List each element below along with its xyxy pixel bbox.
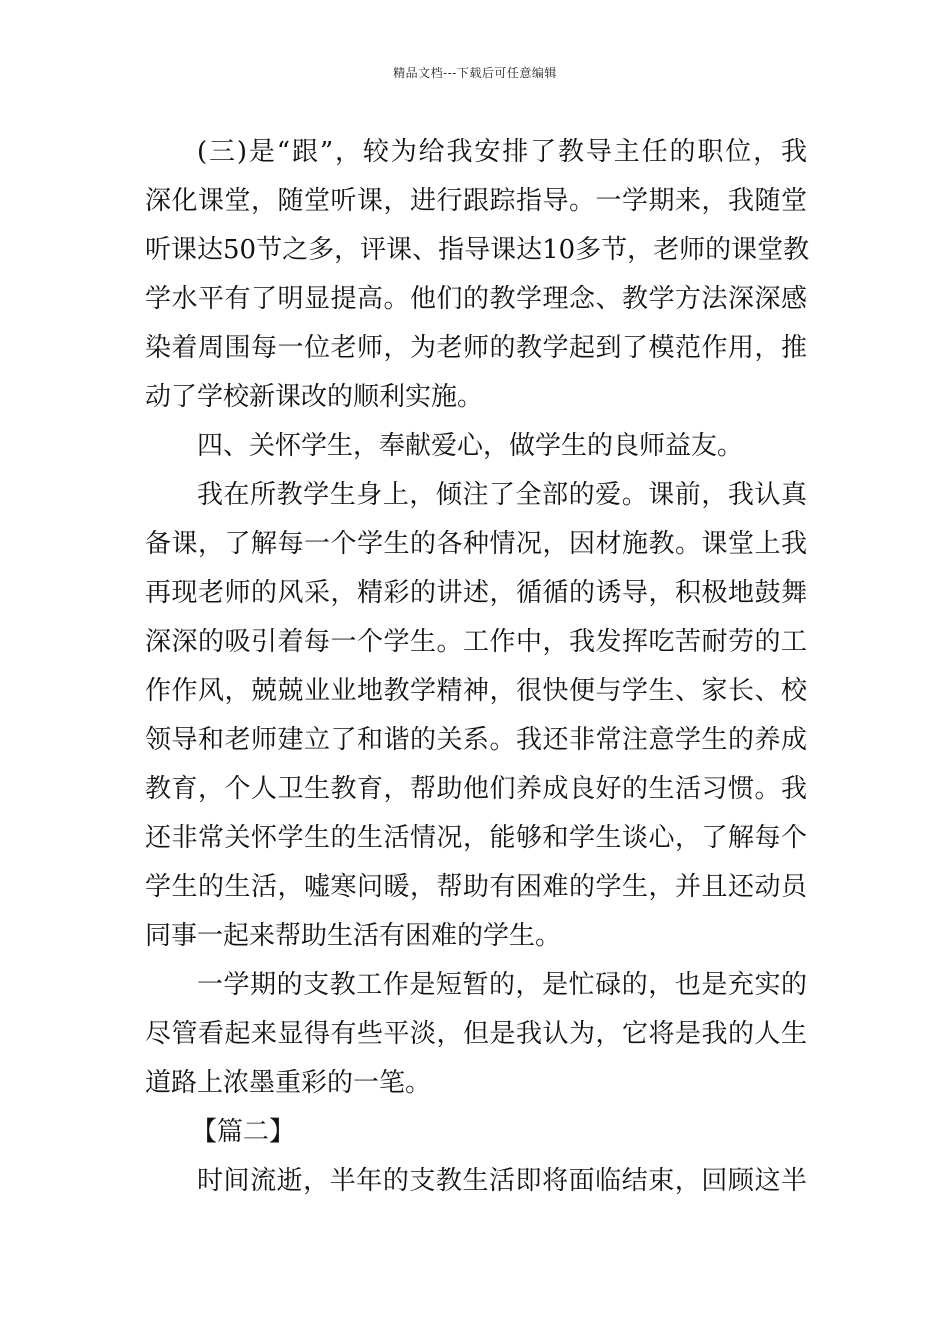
text-line: 一学期的支教工作是短暂的，是忙碌的，也是充实的 (197, 970, 807, 1000)
paragraph-3 (145, 961, 807, 1108)
article-section-label (145, 1108, 807, 1157)
text-line: 四、关怀学生，奉献爱心，做学生的良师益友。 (197, 431, 744, 461)
text-line: 【篇二】 (191, 1117, 296, 1147)
text-line: 我在所教学生身上，倾注了全部的爱。课前，我认真 (197, 480, 807, 510)
text-line: 道路上浓墨重彩的一笔。 (145, 1068, 432, 1098)
text-line: 染着周围每一位老师，为老师的教学起到了模范作用，推 (145, 333, 807, 363)
text-line: 深化课堂，随堂听课，进行跟踪指导。一学期来，我随堂 (145, 186, 807, 216)
text-line: 听课达50节之多，评课、指导课达10多节，老师的课堂教 (145, 235, 810, 265)
text-line: 教育，个人卫生教育，帮助他们养成良好的生活习惯。我 (145, 774, 807, 804)
text-line: 学生的生活，嘘寒问暖，帮助有困难的学生，并且还动员 (145, 872, 807, 902)
text-line: 尽管看起来显得有些平淡，但是我认为，它将是我的人生 (145, 1019, 807, 1049)
paragraph-1 (145, 128, 810, 422)
text-line: 还非常关怀学生的生活情况，能够和学生谈心，了解每个 (145, 823, 807, 853)
text-line: 深深的吸引着每一个学生。工作中，我发挥吃苦耐劳的工 (145, 627, 807, 657)
paragraph-2 (145, 471, 807, 961)
text-line: (三)是“跟”，较为给我安排了教导主任的职位，我 (197, 137, 807, 167)
text-line: 再现老师的风采，精彩的讲述，循循的诱导，积极地鼓舞 (145, 578, 807, 608)
text-line: 时间流逝，半年的支教生活即将面临结束，回顾这半 (197, 1166, 807, 1196)
document-body (145, 128, 810, 1206)
page-header: 精品文档---下载后可任意编辑 (393, 66, 557, 80)
text-line: 学水平有了明显提高。他们的教学理念、教学方法深深感 (145, 284, 807, 314)
text-line: 备课，了解每一个学生的各种情况，因材施教。课堂上我 (145, 529, 807, 559)
paragraph-4 (145, 1157, 807, 1206)
text-line: 动了学校新课改的顺利实施。 (145, 382, 484, 412)
section-heading (145, 422, 807, 471)
text-line: 同事一起来帮助生活有困难的学生。 (145, 921, 562, 951)
text-line: 作作风，兢兢业业地教学精神，很快便与学生、家长、校 (145, 676, 807, 706)
text-line: 领导和老师建立了和谐的关系。我还非常注意学生的养成 (145, 725, 807, 755)
